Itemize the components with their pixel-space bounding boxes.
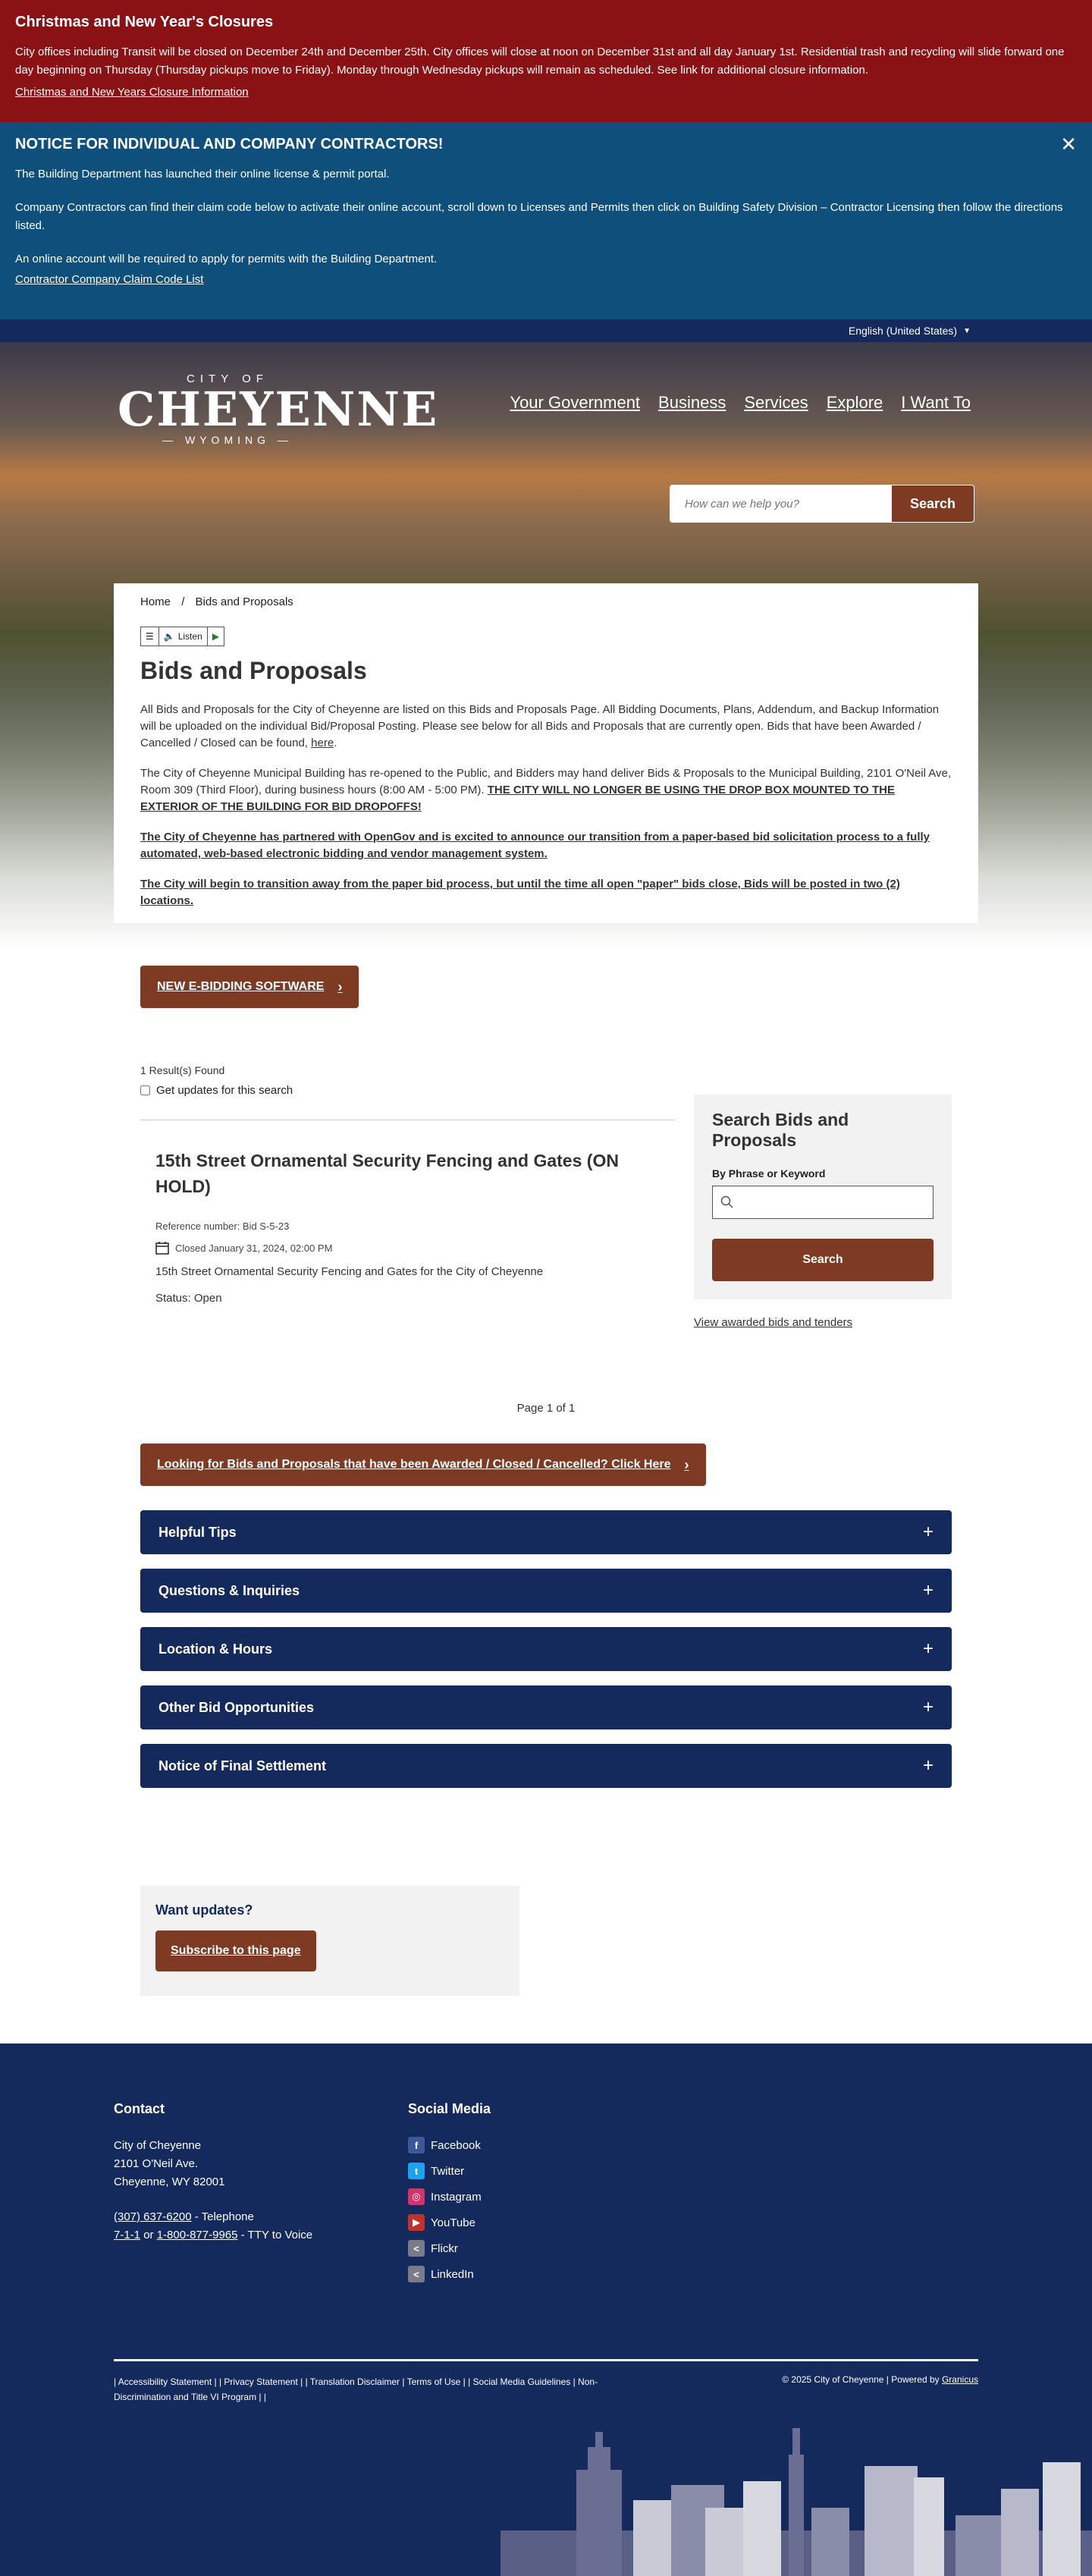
holiday-alert-text: City offices including Transit will be closed on December 24th and December 25th. City offices will close at noon on December 31st and all day January 1st. Residential trash and recycling will slide forward one day beginning on Thursday (Thursday pickups move to Friday). Monday through Wednesday pickups will remain as scheduled. See link for additional closure information. [15, 46, 1065, 77]
intro-paragraph-3: The City of Cheyenne has partnered with OpenGov and is excited to announce our transition from a paper-based bid solicitation process to a fully automated, web-based electronic bidding and vendor management system. [140, 831, 930, 860]
contractor-alert-p3: An online account will be required to apply for permits with the Building Department. [15, 253, 438, 265]
bids-section [140, 966, 952, 1957]
bids-search-box [694, 1095, 952, 1299]
site-search [670, 485, 974, 523]
play-icon[interactable]: ▶ [212, 631, 219, 642]
footer-social [408, 2101, 491, 2292]
bid-status: Status: Open [155, 1292, 222, 1305]
footer-links[interactable]: | Accessibility Statement | | Privacy Statement | | Translation Disclaimer | Terms of Use | | Social Media Guidelines | Non-Discrimination and Title VI Program | | [114, 2377, 598, 2402]
holiday-alert-title: Christmas and New Year's Closures [15, 14, 274, 30]
tty-711-link[interactable]: 7-1-1 [114, 2229, 141, 2241]
updates-box [140, 1886, 519, 1996]
calendar-icon [155, 1241, 169, 1255]
footer-social-title: Social Media [408, 2101, 491, 2116]
plus-icon: + [922, 1522, 934, 1542]
search-icon [720, 1195, 734, 1209]
accordion-final-settlement[interactable]: Notice of Final Settlement + [140, 1744, 952, 1788]
accordion-questions[interactable]: Questions & Inquiries + [140, 1569, 952, 1613]
share-icon: < [408, 2240, 425, 2257]
logo-name: CHEYENNE [118, 382, 439, 437]
hero [0, 342, 1092, 949]
social-facebook[interactable]: f Facebook [408, 2137, 491, 2153]
awarded-bids-link[interactable]: View awarded bids and tenders [694, 1316, 853, 1329]
share-icon: < [408, 2266, 425, 2282]
intro-paragraph-2: The City of Cheyenne Municipal Building has re-opened to the Public, and Bidders may hand deliver Bids & Proposals to the Municipal Building, 2101 O'Neil Ave, Room 309 (Third Floor), during business hours (8:00 AM - 5:00 PM). THE CITY WILL NO LONGER BE USING THE DROP BOX MOUNTED TO THE EXTERIOR OF THE BUILDING FOR BID DROPOFFS! [140, 767, 952, 813]
contractor-alert-p2: Company Contractors can find their claim code below to activate their online account, scroll down to Licenses and Permits then click on Building Safety Division – Contractor Licensing then follow the directions listed. [15, 201, 1063, 232]
site-search-button[interactable]: Search [891, 485, 974, 523]
social-youtube[interactable]: ▶ YouTube [408, 2214, 491, 2231]
get-updates-checkbox[interactable] [140, 1085, 150, 1095]
facebook-icon: f [408, 2137, 425, 2153]
breadcrumb-current: Bids and Proposals [195, 595, 293, 608]
pagination: Page 1 of 1 [516, 1402, 576, 1415]
contractor-alert-p1: The Building Department has launched their online license & permit portal. [15, 168, 390, 181]
site-search-input[interactable] [670, 485, 891, 523]
accordion-location-hours[interactable]: Location & Hours + [140, 1627, 952, 1671]
social-linkedin[interactable]: < LinkedIn [408, 2266, 491, 2282]
bids-search-title: Search Bids and Proposals [712, 1110, 849, 1150]
social-twitter[interactable]: t Twitter [408, 2163, 491, 2179]
chevron-right-icon: › [684, 1456, 689, 1472]
contractor-alert-title: NOTICE FOR INDIVIDUAL AND COMPANY CONTRACTORS! [15, 136, 444, 152]
intro-paragraph-4: The City will begin to transition away from the paper bid process, but until the time all open "paper" bids close, Bids will be posted in two (2) locations. [140, 878, 900, 907]
accordion-helpful-tips[interactable]: Helpful Tips + [140, 1510, 952, 1554]
footer-tty: 7-1-1 or 1-800-877-9965 - TTY to Voice [114, 2229, 313, 2241]
plus-icon: + [922, 1755, 934, 1776]
social-instagram[interactable]: ◎ Instagram [408, 2188, 491, 2205]
footer-contact [114, 2101, 312, 2245]
bids-search-sidebar [694, 1095, 952, 1329]
drop-box-notice: THE CITY WILL NO LONGER BE USING THE DROP BOX MOUNTED TO THE EXTERIOR OF THE BUILDING FOR BID DROPOFFS! [140, 784, 895, 813]
keyword-label: By Phrase or Keyword [712, 1167, 826, 1180]
get-updates-option[interactable]: Get updates for this search [140, 1084, 675, 1097]
chevron-right-icon: › [337, 979, 343, 994]
social-flickr[interactable]: < Flickr [408, 2240, 491, 2257]
language-bar [0, 319, 1092, 342]
listen-widget [140, 627, 224, 646]
accordion-other-bids[interactable]: Other Bid Opportunities + [140, 1685, 952, 1729]
plus-icon: + [922, 1697, 934, 1717]
breadcrumb-separator: / [181, 595, 185, 608]
nav-services[interactable]: Services [744, 393, 808, 412]
city-logo[interactable] [118, 372, 439, 446]
results-list [140, 1064, 675, 1305]
close-icon[interactable]: ✕ [1060, 133, 1077, 156]
footer-contact-title: Contact [114, 2101, 165, 2116]
breadcrumb-home[interactable]: Home [140, 595, 171, 608]
holiday-alert [0, 0, 1092, 122]
results-count: 1 Result(s) Found [140, 1064, 225, 1076]
menu-icon[interactable]: ☰ [141, 627, 159, 646]
page-title: Bids and Proposals [140, 657, 367, 684]
language-selector[interactable]: English (United States) [848, 325, 958, 337]
nav-explore[interactable]: Explore [826, 393, 883, 412]
youtube-icon: ▶ [408, 2214, 425, 2231]
ebidding-button[interactable]: NEW E-BIDDING SOFTWARE › [140, 966, 359, 1008]
awarded-bids-button[interactable]: Looking for Bids and Proposals that have been Awarded / Closed / Cancelled? Click Here › [140, 1444, 706, 1486]
nav-your-government[interactable]: Your Government [510, 393, 641, 412]
claim-code-link[interactable]: Contractor Company Claim Code List [15, 273, 204, 286]
bid-reference: Reference number: Bid S-5-23 [155, 1220, 290, 1232]
tty-number-link[interactable]: 1-800-877-9965 [156, 2229, 238, 2241]
contractor-alert [0, 122, 1092, 319]
keyword-input[interactable] [712, 1186, 934, 1219]
footer [0, 2044, 1092, 2576]
plus-icon: + [922, 1638, 934, 1659]
bids-search-button[interactable]: Search [712, 1239, 934, 1281]
nav-i-want-to[interactable]: I Want To [901, 393, 971, 412]
subscribe-button[interactable]: Subscribe to this page [155, 1930, 316, 1971]
granicus-link[interactable]: Granicus [941, 2374, 978, 2385]
footer-address: City of Cheyenne 2101 O'Neil Ave. Cheyenne, WY 82001 [114, 2139, 225, 2188]
instagram-icon: ◎ [408, 2188, 425, 2205]
speaker-icon: 🔈 [163, 631, 175, 642]
main-nav [510, 393, 971, 413]
plus-icon: + [922, 1580, 934, 1601]
breadcrumb [140, 595, 952, 608]
updates-title: Want updates? [155, 1902, 253, 1918]
nav-business[interactable]: Business [658, 393, 726, 412]
footer-phone: (307) 637-6200 - Telephone [114, 2210, 254, 2223]
awarded-here-link[interactable]: here [311, 737, 334, 749]
intro-paragraph-1: All Bids and Proposals for the City of Cheyenne are listed on this Bids and Proposals Page. All Bidding Documents, Plans, Addendum, and Backup Information will be uploaded on the individual Bid/Proposal Posting. Please see below for all Bids and Proposals that are currently open. Bids that have been Awarded / Cancelled / Closed can be found, here. [140, 703, 940, 749]
holiday-closure-link[interactable]: Christmas and New Years Closure Information [15, 86, 249, 99]
footer-divider [114, 2359, 978, 2361]
caret-down-icon[interactable]: ▼ [963, 326, 971, 335]
content-card [114, 583, 978, 923]
logo-city-of: CITY OF [187, 372, 268, 385]
listen-button[interactable]: 🔈 Listen [159, 627, 208, 646]
bid-title[interactable]: 15th Street Ornamental Security Fencing and Gates (ON HOLD) [155, 1151, 619, 1196]
bid-description: 15th Street Ornamental Security Fencing and Gates for the City of Cheyenne [155, 1265, 544, 1278]
footer-copyright: © 2025 City of Cheyenne | Powered by Granicus [782, 2374, 978, 2385]
accordion-list [140, 1510, 952, 1802]
phone-link[interactable]: (307) 637-6200 [114, 2210, 192, 2223]
city-skyline-graphic [500, 2409, 1092, 2576]
twitter-icon: t [408, 2163, 425, 2179]
bid-closed-date: Closed January 31, 2024, 02:00 PM [155, 1241, 675, 1255]
logo-state: — WYOMING — [162, 434, 293, 446]
list-item [140, 1148, 675, 1305]
